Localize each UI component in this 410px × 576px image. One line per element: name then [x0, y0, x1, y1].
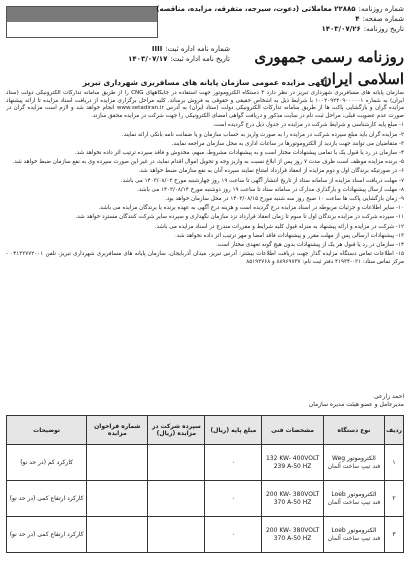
ad-paragraph: سازمان پایانه های مسافربری شهرداری تبریز در نظر دارد ۳ دستگاه الکتروموتور جهت استفاده در جایگاههای CNG را از طریق سامانه تدارکات الکترونیکی دولت (ستاد ایران) به شماره ۱۰۰۲۰۹۲۴۰۹۰۰۰۰۰۱ با شرایط ذیل به اشخاص حقیقی و حقوقی به فروش برساند. کلیه مراحل برگزاری مزایده از دریافت اسناد مزایده تا ارائه پیشنهاد مزایده گران و بازگشایی پاکت ها از طریق سامانه تدارکات الکترونیکی دولت (ستاد ایران) به آدرس www.setadiran.ir انجام خواهد شد و لازم است مزایده گران در صورت عدم عضویت قبلی، مراحل ثبت نام در سایت مذکور و دریافت گواهی امضای الکترونیکی را جهت شرکت در مزایده محقق سازند. — [6, 90, 404, 120]
page-number-row — [254, 14, 404, 24]
ad-paragraph: ۷- مهلت دریافت اسناد مزایده از سامانه ستاد از تاریخ انتشار آگهی تا ساعت ۱۹ روز چهارشنبه مورخ ۱۴۰۳/۰۸/۰۲ می باشد. — [120, 177, 404, 184]
col-header-device: نوع دستگاه — [323, 416, 384, 445]
issue-number-label: شماره روزنامه: — [358, 5, 404, 13]
table-header-row — [7, 416, 404, 445]
table-row — [7, 445, 404, 481]
ad-paragraph: ۱۰- سایر اطلاعات و جزئیات مربوطه در اسناد مزایده درج گردیده است و هزینه درج آگهی به عهده برنده یا برندگان مزایده می باشد. — [98, 205, 404, 212]
items-table — [6, 415, 404, 553]
device-title: الکتروموتور Loeb — [331, 490, 377, 498]
col-header-deposit: سپرده شرکت در مزایده (ریال) — [148, 416, 205, 445]
cell-base-price: ۰ — [205, 481, 262, 517]
cell-notes: کارکرد ارتفاع کمی (در حد نو) — [7, 481, 87, 517]
ad-paragraph: ۹- زمان بازگشایی پاکت ها ساعت ۱۰ صبح روز سه شنبه مورخ ۱۴۰۳/۰۸/۱۵ در محل سازمان خواهد بود. — [165, 195, 404, 202]
col-header-spec: مشخصات فنی — [262, 416, 323, 445]
cell-notes: کارکرد کم (در حد نو) — [7, 445, 87, 481]
cell-row: ۱ — [385, 445, 404, 481]
table-row — [7, 517, 404, 553]
cell-spec: 200 KW- 380VOLT 370 A-50 HZ — [262, 481, 323, 517]
signature-block — [214, 393, 404, 409]
col-header-base-price: مبلغ پایه (ریال) — [205, 416, 262, 445]
registration-number-value: IIII — [151, 45, 163, 53]
issue-number-row — [156, 4, 404, 14]
cell-device — [323, 445, 384, 481]
registration-date-label: تاریخ نامه اداره ثبت: — [170, 55, 230, 63]
col-header-call-number: شماره فراخوان مزایده — [87, 416, 148, 445]
ad-paragraph: ۱۵- اطلاعات تماس دستگاه مزایده گذار جهت دریافت اطلاعات بیشتر: آدرس تبریز، میدان آذربایجان، سازمان پایانه های مسافربری شهرداری تبریز، تلفن ۰۴۱۳۲۷۷۲۰۰۱ - مرکز تماس ستاد: ۰۲۱-۴۱۹۳۴ دفتر ثبت نام: ۸۸۹۶۹۷۳۷ و ۸۵۱۹۳۷۶۸ — [6, 251, 404, 265]
cell-device — [323, 481, 384, 517]
ad-paragraph: ۱۳- پیشنهادات ارسالی پس از مهلت مقرر و پیشنهادات فاقد امضا و مهر ترتیب اثر داده نخواهد شد. — [175, 232, 404, 239]
cell-base-price: ۰ — [205, 517, 262, 553]
page-number-value: ۴ — [355, 15, 360, 23]
device-subtitle: فند تیپ ساخت آلمان — [327, 498, 381, 506]
device-subtitle: فند تیپ ساخت آلمان — [327, 462, 381, 470]
cell-row: ۳ — [385, 517, 404, 553]
signatory-title: مدیرعامل و عضو هیئت مدیره سازمان — [308, 401, 404, 408]
issue-meta — [156, 4, 404, 34]
cell-call-number — [87, 481, 148, 517]
device-subtitle: فند تیپ ساخت آلمان — [327, 534, 381, 542]
cell-spec: 200 KW- 380VOLT 370 A-50 HZ — [262, 517, 323, 553]
ad-paragraph: ۶- در صورتیکه برندگان اول و دوم مزایده از انعقاد قرارداد امتناع نمایند سپرده آنان به نفع سازمان ضبط خواهد شد. — [138, 168, 404, 175]
issue-date-row — [254, 24, 404, 34]
ad-paragraph: ۳- متقاضیان می توانند جهت بازدید از الکتروموتورها در ساعات اداری به محل سازمان مراجعه نمایند. — [171, 140, 404, 147]
cell-row: ۲ — [385, 481, 404, 517]
signatory-name: احمد زارعی — [374, 393, 404, 400]
issue-date-value: ۱۴۰۳/۰۷/۲۶ — [321, 25, 361, 33]
registration-number-label: شماره نامه اداره ثبت: — [165, 45, 230, 53]
ad-body — [6, 90, 404, 390]
col-header-row: ردیف — [385, 416, 404, 445]
page-number-label: شماره صفحه: — [362, 15, 404, 23]
issue-date-label: تاریخ روزنامه: — [363, 25, 404, 33]
device-title: الکتروموتور Loeb — [331, 526, 377, 534]
cell-notes: کارکرد ارتفاع کمی (در حد نو) — [7, 517, 87, 553]
registration-date-value: ۱۴۰۳/۰۷/۱۷ — [128, 55, 168, 63]
col-header-notes: توضیحات — [7, 416, 87, 445]
cell-device — [323, 517, 384, 553]
ad-paragraph: ۵- برنده مزایده موظف است ظرف مدت ۷ روز پس از ابلاغ نسبت به واریز وجه و تحویل اموال اقدام نماید، در غیر این صورت سپرده وی به نفع سازمان ضبط خواهد شد. — [12, 159, 404, 166]
cell-base-price: ۰ — [205, 445, 262, 481]
table-row — [7, 481, 404, 517]
cell-call-number — [87, 517, 148, 553]
ad-paragraph: ۱۲- شرکت در مزایده و ارائه پیشنهاد به منزله قبول کلیه شرایط و مقررات مندرج در اسناد مزایده می باشد. — [154, 223, 404, 230]
cell-deposit — [148, 517, 205, 553]
cell-call-number — [87, 445, 148, 481]
ad-title: آگهی مزایده عمومی سازمان پایانه های مسافربری شهرداری تبریز — [82, 78, 328, 87]
ad-paragraph: ۸- مهلت ارسال پیشنهادات و بارگذاری مدارک در سامانه ستاد تا ساعت ۱۹ روز دوشنبه مورخ ۱۴۰۳/۰۸/۱۴ می باشد. — [137, 186, 404, 193]
device-title: الکتروموتور Weg — [331, 454, 376, 462]
ad-paragraph: ۱۴- سازمان در رد یا قبول هر یک از پیشنهادات بدون هیچ گونه تعهدی مختار است. — [216, 241, 404, 248]
ad-paragraph: ۱- مبلغ پایه کارشناسی و شرایط شرکت در مزایده در جدول ذیل درج گردیده است. — [212, 122, 404, 129]
cell-spec: 132 KW- 400VOLT 239 A-50 HZ — [262, 445, 323, 481]
ad-paragraph: ۲- مزایده گران باید مبلغ سپرده شرکت در مزایده را به صورت واریز به حساب سازمان و یا ضمانت نامه بانکی ارائه نمایند. — [121, 131, 404, 138]
ad-paragraph: ۴- سازمان در رد یا قبول یک یا تمامی پیشنهادات مختار است و به پیشنهادات مشروط، مبهم، مخدوش و فاقد سپرده ترتیب اثر داده نخواهد شد. — [74, 149, 404, 156]
header-logo-bar — [7, 7, 157, 22]
newspaper-masthead: روزنامه رسمی جمهوری اسلامی ایران — [254, 48, 404, 88]
ad-paragraph: ۱۱- سپرده شرکت در مزایده برندگان اول تا سوم تا زمان انعقاد قرارداد نزد سازمان نگهداری و سپرده سایر شرکت کنندگان مسترد خواهد شد. — [75, 214, 404, 221]
header-logo-box — [6, 6, 158, 38]
cell-deposit — [148, 445, 205, 481]
cell-deposit — [148, 481, 205, 517]
issue-number-value: ۲۲۸۸۵ معاملاتی (دعوت، سیرجه، متفرقه، مزایده، مناقصه) — [156, 5, 356, 13]
